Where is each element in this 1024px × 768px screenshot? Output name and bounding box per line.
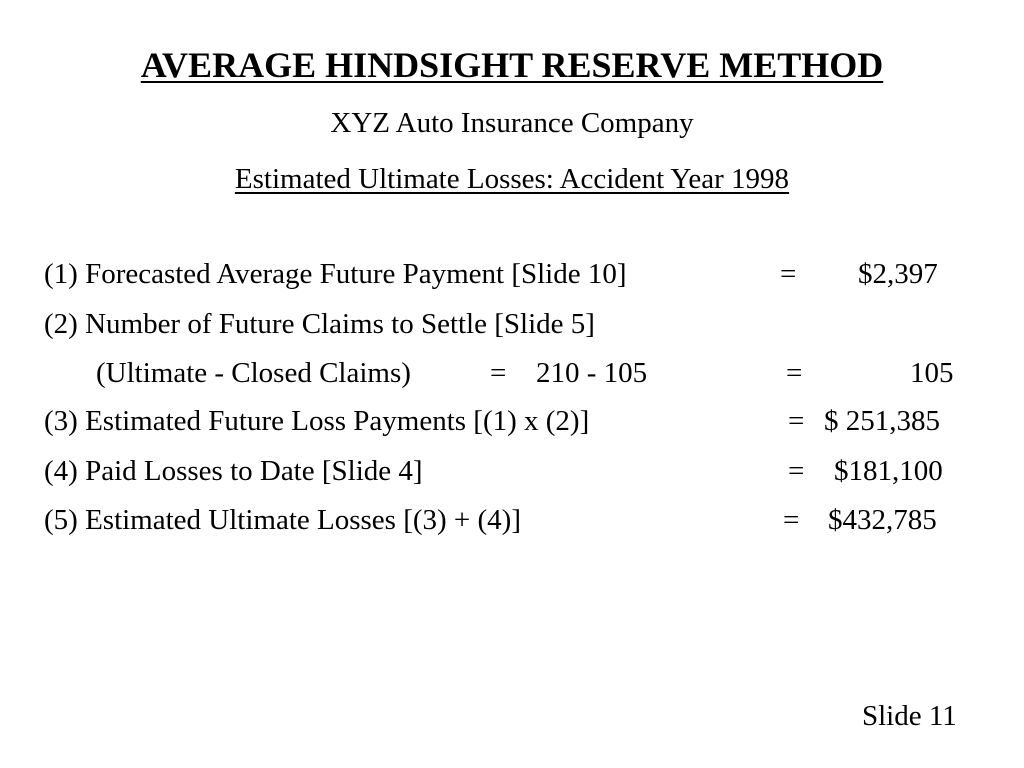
item-3-label: (3) Estimated Future Loss Payments [(1) x (2)] [44,405,590,437]
item-2-sub-equals: = [786,357,803,389]
item-4-label: (4) Paid Losses to Date [Slide 4] [44,455,423,487]
item-3-value: $ 251,385 [824,405,940,437]
company-name: XYZ Auto Insurance Company [330,107,694,139]
item-4-equals: = [788,455,805,487]
item-2-sub-value: 105 [910,357,954,389]
item-5-equals: = [783,504,800,536]
item-2-sub-expression: 210 - 105 [536,357,648,389]
item-1-equals: = [780,258,797,290]
slide-number: Slide 11 [862,700,957,732]
item-5-label: (5) Estimated Ultimate Losses [(3) + (4)] [44,504,521,536]
item-2-label: (2) Number of Future Claims to Settle [Slide 5] [44,308,595,340]
item-2-sub-inner-equals: = [490,357,507,389]
item-3-equals: = [788,405,805,437]
item-4-value: $181,100 [834,455,943,487]
item-1-label: (1) Forecasted Average Future Payment [Slide 10] [44,258,627,290]
slide-subtitle: Estimated Ultimate Losses: Accident Year 1998 [234,163,790,195]
item-2-sub-label: (Ultimate - Closed Claims) [96,357,411,389]
item-1-value: $2,397 [858,258,938,290]
item-5-value: $432,785 [828,504,937,536]
slide-title: AVERAGE HINDSIGHT RESERVE METHOD [140,45,884,85]
